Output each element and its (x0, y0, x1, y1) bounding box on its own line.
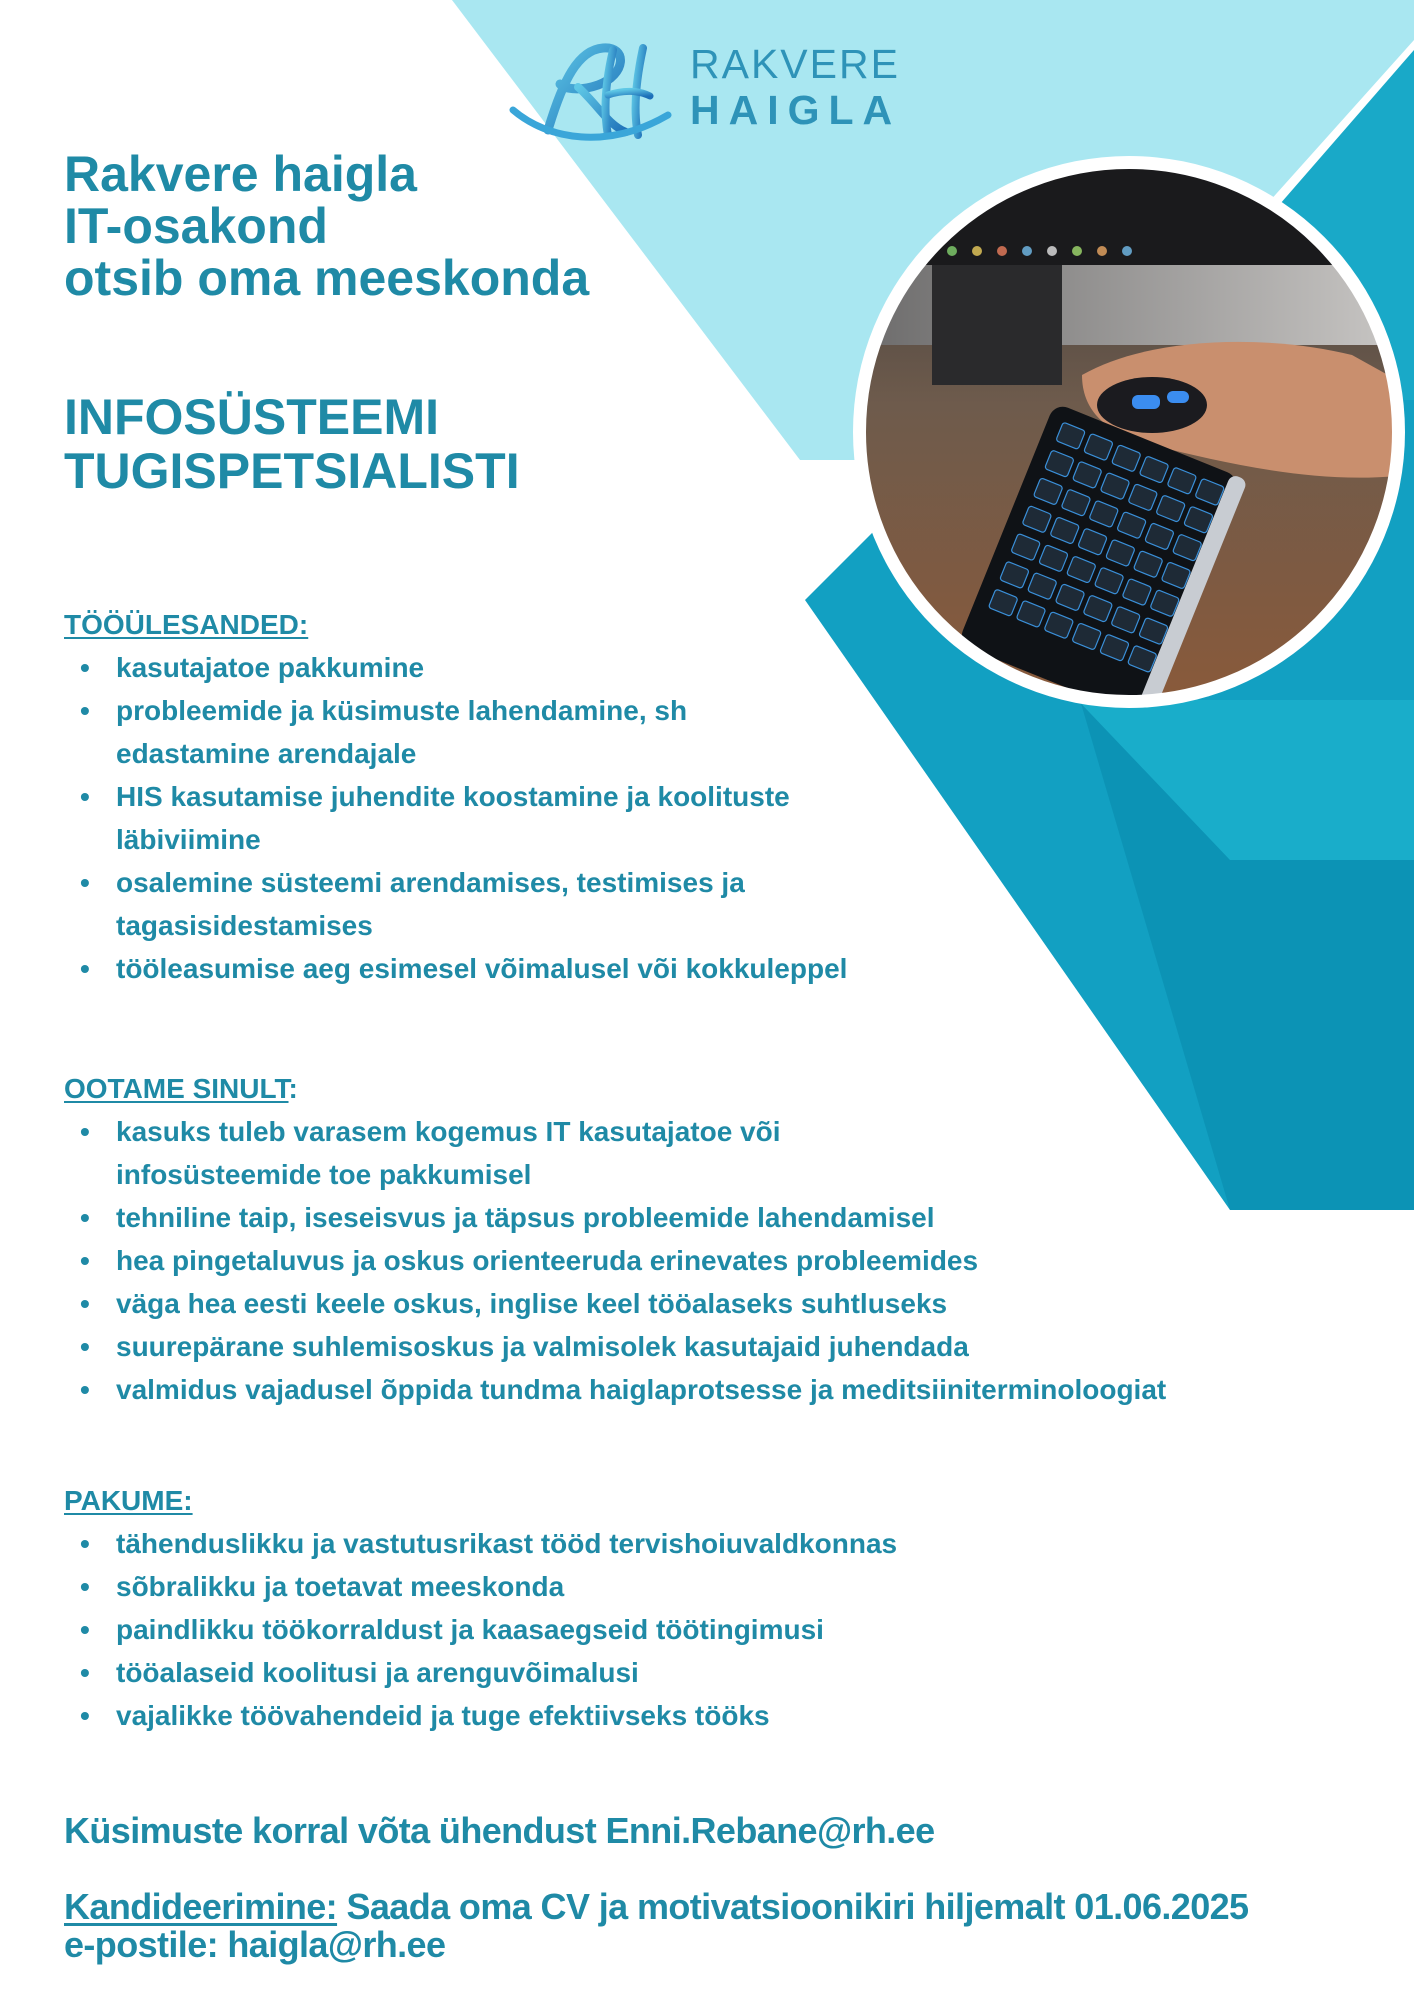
tasks-section (64, 608, 847, 990)
list-item: • valmidus vajadusel õppida tundma haiglaprotsesse ja meditsiiniterminoloogiat (64, 1368, 1166, 1411)
list-item-continuation: läbiviimine (116, 824, 261, 855)
bullet-icon: • (80, 781, 90, 812)
bullet-icon: • (80, 1614, 90, 1645)
bullet-icon: • (80, 953, 90, 984)
list-item: • kasutajatoe pakkumine (64, 646, 847, 689)
list-item: • osalemine süsteemi arendamises, testimises ja (64, 861, 847, 904)
bullet-icon: • (80, 1528, 90, 1559)
list-item: • probleemide ja küsimuste lahendamine, sh (64, 689, 847, 732)
expectations-section (64, 1072, 1166, 1411)
list-item: • tööleasumise aeg esimesel võimalusel või kokkuleppel (64, 947, 847, 990)
offer-heading: PAKUME: (64, 1485, 193, 1516)
apply-label: Kandideerimine: (64, 1886, 338, 1927)
position-title-line-2: TUGISPETSIALISTI (64, 443, 520, 499)
logo-line-rakvere: RAKVERE (690, 41, 900, 87)
application-info (64, 1888, 1404, 1964)
expectations-list (64, 1110, 1166, 1411)
bullet-icon: • (80, 1202, 90, 1233)
bullet-icon: • (80, 695, 90, 726)
offer-list (64, 1522, 897, 1737)
list-item: • tähenduslikku ja vastutusrikast tööd tervishoiuvaldkonnas (64, 1522, 897, 1565)
list-item: • väga hea eesti keele oskus, inglise keel tööalaseks suhtluseks (64, 1282, 1166, 1325)
list-item-continuation: tagasisidestamises (116, 910, 373, 941)
headline (64, 148, 589, 304)
list-item: • hea pingetaluvus ja oskus orienteeruda erinevates probleemides (64, 1239, 1166, 1282)
position-title (64, 390, 520, 498)
list-item: • sõbralikku ja toetavat meeskonda (64, 1565, 897, 1608)
bullet-icon: • (80, 1374, 90, 1405)
headline-line-1: Rakvere haigla (64, 146, 417, 202)
list-item: • tööalaseid koolitusi ja arenguvõimalusi (64, 1651, 897, 1694)
apply-email-line: e-postile: haigla@rh.ee (64, 1924, 446, 1965)
bullet-icon: • (80, 1245, 90, 1276)
bullet-icon: • (80, 867, 90, 898)
tasks-heading: TÖÖÜLESANDED: (64, 609, 309, 640)
offer-section (64, 1484, 897, 1737)
logo-line-haigla: HAIGLA (690, 87, 902, 133)
rakvere-haigla-logo (508, 40, 928, 150)
bullet-icon: • (80, 1116, 90, 1147)
position-title-line-1: INFOSÜSTEEMI (64, 389, 440, 445)
headline-line-3: otsib oma meeskonda (64, 250, 590, 306)
rh-monogram-icon (508, 40, 673, 150)
bullet-icon: • (80, 1700, 90, 1731)
apply-text: Saada oma CV ja motivatsioonikiri hiljemalt 01.06.2025 (337, 1886, 1249, 1927)
list-item-continuation: edastamine arendajale (116, 738, 417, 769)
list-item: • vajalikke töövahendeid ja tuge efektiivseks tööks (64, 1694, 897, 1737)
logo-wordmark (690, 41, 902, 133)
list-item: • tehniline taip, iseseisvus ja täpsus probleemide lahendamisel (64, 1196, 1166, 1239)
keyboard-photo (852, 155, 1406, 709)
bullet-icon: • (80, 1657, 90, 1688)
list-item: • HIS kasutamise juhendite koostamine ja koolituste (64, 775, 847, 818)
headline-line-2: IT-osakond (64, 198, 328, 254)
bullet-icon: • (80, 652, 90, 683)
list-item-continuation: infosüsteemide toe pakkumisel (116, 1159, 532, 1190)
list-item: • paindlikku töökorraldust ja kaasaegseid töötingimusi (64, 1608, 897, 1651)
list-item: • kasuks tuleb varasem kogemus IT kasutajatoe või (64, 1110, 1166, 1153)
bullet-icon: • (80, 1571, 90, 1602)
expectations-heading: OOTAME SINULT: (64, 1073, 298, 1104)
tasks-list (64, 646, 847, 990)
list-item: • suurepärane suhlemisoskus ja valmisolek kasutajaid juhendada (64, 1325, 1166, 1368)
bullet-icon: • (80, 1288, 90, 1319)
contact-line: Küsimuste korral võta ühendust Enni.Rebane@rh.ee (64, 1810, 935, 1851)
bullet-icon: • (80, 1331, 90, 1362)
